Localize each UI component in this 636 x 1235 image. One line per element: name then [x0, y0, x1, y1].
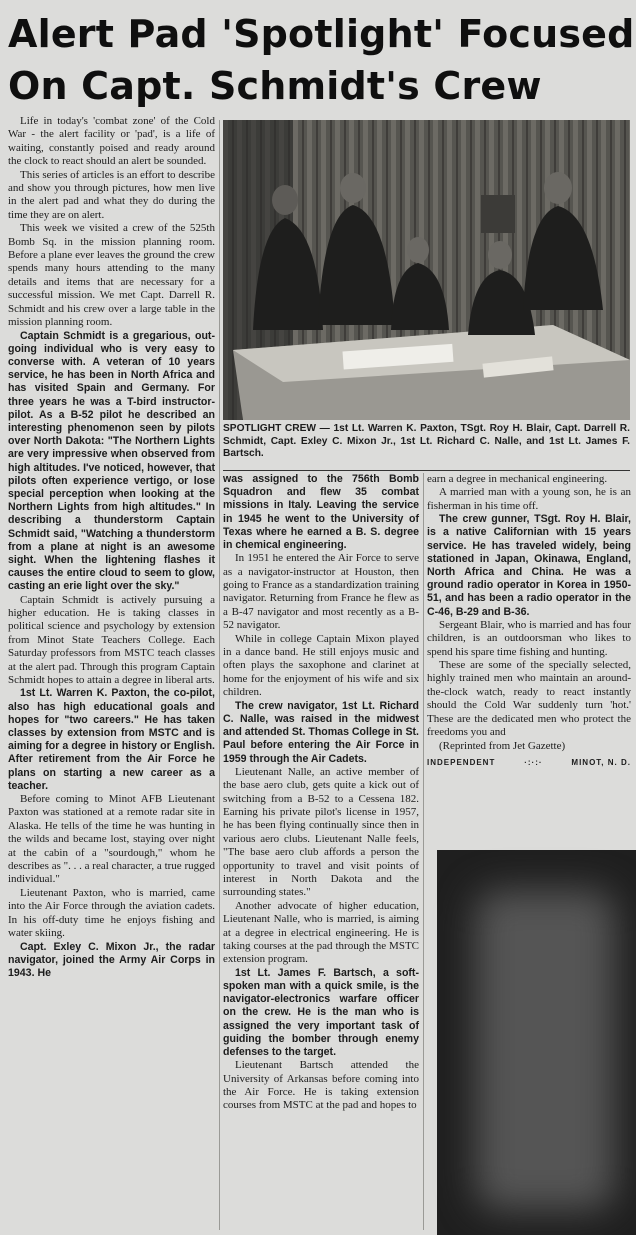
article-paragraph: This week we visited a crew of the 525th Bomb Sq. in the mission planning room. Before a plane ever leaves the ground the crew spends many hours attending to the many details and items that are necessary for a successful mission. We met Capt. Darrell R. Schmidt and his crew over a large table in the mission planning room. [8, 222, 215, 329]
article-paragraph: (Reprinted from Jet Gazette) [439, 739, 566, 752]
article-column-3 [427, 473, 631, 769]
article-paragraph: This series of articles is an effort to describe and show you through pictures, how men live in the alert pad and what they do during the time they are on alert. [8, 168, 215, 221]
article-paragraph: Lieutenant Bartsch attended the University of Arkansas before coming into the Air Force. He is taking extension courses from MSTC at the pad and hopes to [223, 1059, 419, 1112]
headline-line-2: On Capt. Schmidt's Crew [8, 64, 542, 108]
article-paragraph: Captain Schmidt is a gregarious, out-going individual who is very easy to converse with. A veteran of 10 years service, he has been in North Africa and has visited Spain and Germany. For three years he was a T-bird instructor-pilot. As a B-52 pilot he described an interesting phenomenon seen by pilots over North Dakota: "The Northern Lights are very impressive when observed from high altitudes. I've noticed, however, that pilots often experience vertigo, or lose special perception when looking at the Northern Lights from high altitudes." In describing a thunderstorm Captain Schmidt said, "Watching a thunderstorm from a plane at night is an awesome sight. When the lightening flashes it causes the entire cloud to seem to glow, casting an erie light over the sky." [8, 329, 215, 593]
article-paragraph: was assigned to the 756th Bomb Squadron and flew 35 combat missions in Italy. Leaving the service in 1945 he went to the University of Texas where he earned a B. S. degree in chemical engineering. [223, 473, 419, 552]
article-column-3-body [427, 473, 631, 753]
article-paragraph: Lieutenant Paxton, who is married, came into the Air Force through the aviation cadets. In his off-duty time he enjoys fishing and water skiing. [8, 886, 215, 940]
article-paragraph: 1st Lt. Warren K. Paxton, the co-pilot, also has high educational goals and hopes for "two careers." He has taken classes by extension from MSTC and is aiming for a degree in history or English. After retirement from the Air Force he plans on starting a new career as a teacher. [8, 687, 215, 792]
headline-line-1: Alert Pad 'Spotlight' Focused [8, 12, 635, 56]
article-paragraph: Lieutenant Nalle, an active member of the base aero club, gets quite a kick out of switching from a B-52 to a Cessena 182. Earning his private pilot's license in 1957, he has been flying continually since then in various aero clubs. Lieutenant Nalle feels, "The base aero club affords a person the opportunity to travel and visit points of interest in North Dakota and the surrounding states." [223, 765, 419, 899]
crew-photo [223, 120, 630, 420]
footer-location: MINOT, N. D. [571, 757, 631, 767]
article-paragraph: earn a degree in mechanical engineering. [427, 473, 608, 485]
blurred-region [437, 850, 636, 1235]
article-paragraph: These are some of the specially selected, highly trained men who maintain an around-the-clock watch, ready to react instantly should the Cold War suddenly turn 'hot.' These are the dedicated men who protect the freedoms you and [427, 659, 631, 739]
article-paragraph: While in college Captain Mixon played in a dance band. He still enjoys music and often plays the saxophone and clarinet at home for the enjoyment of his wife and six children. [223, 632, 419, 699]
article-paragraph: A married man with a young son, he is an fisherman in his time off. [427, 486, 631, 512]
footer-paper-name: INDEPENDENT [427, 757, 496, 767]
article-column-1 [8, 115, 215, 980]
article-paragraph: Another advocate of higher education, Lieutenant Nalle, who is married, is aiming at a degree in electrical engineering. He is taking courses at the pad through the MSTC extension program. [223, 899, 419, 966]
column-divider [219, 120, 220, 1230]
footer-ornament: ·:·:· [524, 757, 543, 767]
article-paragraph: Before coming to Minot AFB Lieutenant Paxton was stationed at a remote radar site in Alaska. He tells of the time he was hunting in the wilds and became lost, staying over night at the cabin of a "sourdough," whom he describes as ". . . a real character, a true rugged individual." [8, 793, 215, 886]
paper-footer [427, 756, 631, 769]
article-column-2 [223, 473, 419, 1113]
photo-caption: SPOTLIGHT CREW — 1st Lt. Warren K. Paxton, TSgt. Roy H. Blair, Capt. Darrell R. Schmidt, Capt. Exley C. Mixon Jr., 1st Lt. Richard C. Nalle, and 1st Lt. James F. Bartsch. [223, 423, 630, 460]
article-paragraph: In 1951 he entered the Air Force to serve as a navigator-instructor at Houston, then going to France as a standardization training navigator. Returning from France he flew as a B-47 navigator and most recently as a B-52 navigator. [223, 552, 419, 632]
article-paragraph: Captain Schmidt is actively pursuing a higher education. He is taking classes in political science and psychology by extension from Minot State Teachers College. Each Saturday professors from MSTC teach classes at the alert pad. Through this program Captain Schmidt hopes to attain a degree in liberal arts. [8, 593, 215, 686]
caption-rule [223, 470, 630, 471]
article-paragraph: The crew gunner, TSgt. Roy H. Blair, is a native Californian with 15 years service. He has traveled widely, being stationed in Japan, Okinawa, England, North Africa and China. He was a ground radio operator in Korea in 1950-51, and has been a radio operator in the C-46, B-29 and B-36. [427, 513, 631, 618]
column-divider [423, 473, 424, 1230]
article-paragraph: 1st Lt. James F. Bartsch, a soft-spoken man with a quick smile, is the navigator-electronics warfare officer on the crew. He is the man who is assigned the very important task of guiding the bomber through enemy defenses to the target. [223, 966, 419, 1059]
article-paragraph: Sergeant Blair, who is married and has four children, is an outdoorsman who likes to spend his spare time fishing and hunting. [427, 618, 631, 658]
article-paragraph: Capt. Exley C. Mixon Jr., the radar navigator, joined the Army Air Corps in 1943. He [8, 940, 215, 979]
article-paragraph: Life in today's 'combat zone' of the Cold War - the alert facility or 'pad', is a life of waiting, constantly poised and ready around the clock to react should an alert be sounded. [8, 115, 215, 168]
article-paragraph: The crew navigator, 1st Lt. Richard C. Nalle, was raised in the midwest and attended St. Thomas College in St. Paul before entering the Air Force in 1959 through the Air Cadets. [223, 699, 420, 765]
